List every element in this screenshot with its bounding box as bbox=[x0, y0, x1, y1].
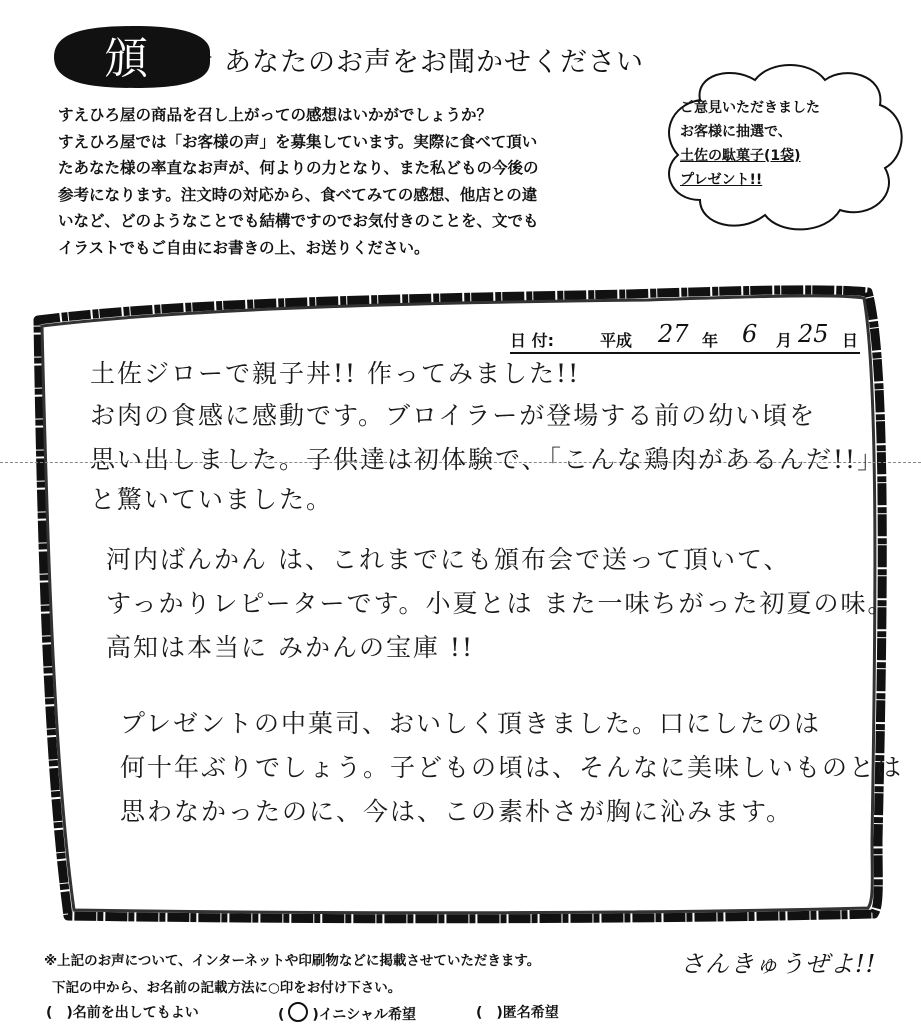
cloud-text bbox=[680, 96, 900, 192]
option-initial[interactable] bbox=[278, 1002, 416, 1024]
date-day-unit: 日 bbox=[842, 331, 859, 350]
date-label: 日 付: bbox=[510, 331, 554, 350]
comment-line: 思い出しました。子供達は初体験で、「こんな鶏肉があるんだ!!」 bbox=[90, 445, 885, 474]
comment-line: 高知は本当に みかんの宝庫 !! bbox=[106, 633, 474, 662]
logo-shape bbox=[46, 22, 214, 92]
footer-note: ※上記のお声について、インターネットや印刷物などに掲載させていただきます。 bbox=[44, 953, 541, 969]
logo-badge bbox=[46, 22, 214, 92]
selected-circle-mark bbox=[288, 1002, 308, 1022]
intro-line: すえひろ屋では「お客様の声」を募集しています。実際に食べて頂い bbox=[58, 132, 538, 151]
date-year: 27 bbox=[658, 320, 689, 348]
comment-line: すっかりレピーターです。小夏とは また一味ちがった初夏の味。 bbox=[106, 589, 895, 618]
date-month-unit: 月 bbox=[776, 331, 793, 350]
thanks-handwriting: さんきゅうぜよ!! bbox=[680, 950, 877, 978]
option-real-name[interactable]: ( )名前を出してもよい bbox=[46, 1005, 199, 1021]
page-title: あなたのお声をお聞かせください bbox=[224, 47, 644, 78]
logo-text: 頒 bbox=[104, 33, 148, 84]
intro-line: いなど、どのようなことでも結構ですのでお気付きのことを、文でも bbox=[58, 212, 539, 230]
date-month: 6 bbox=[742, 320, 758, 348]
comment-line: 河内ばんかん は、これまでにも頒布会で送って頂いて、 bbox=[106, 545, 791, 574]
comment-line: と驚いていました。 bbox=[90, 485, 334, 514]
intro-line: イラストでもご自由にお書きの上、お送りください。 bbox=[58, 238, 430, 257]
option-initial-paren: ( bbox=[278, 1007, 285, 1023]
cloud-line: プレゼント!! bbox=[680, 172, 763, 188]
date-year-unit: 年 bbox=[702, 331, 719, 350]
intro-line: すえひろ屋の商品を召し上がっての感想はいかがでしょうか？ bbox=[58, 106, 493, 124]
intro-line: 参考になります。注文時の対応から、食べてみての感想、他店との違 bbox=[58, 185, 538, 204]
intro-line: たあなた様の率直なお声が、何よりの力となり、また私どもの今後の bbox=[58, 159, 539, 177]
option-anonymous[interactable]: ( )匿名希望 bbox=[476, 1005, 559, 1021]
comment-line: 土佐ジローで親子丼!! 作ってみました!! bbox=[90, 359, 581, 388]
footer-notes bbox=[44, 948, 644, 1002]
date-row bbox=[510, 320, 870, 350]
comment-line: 何十年ぶりでしょう。子どもの頃は、そんなに美味しいものとは bbox=[120, 753, 904, 782]
comment-line: プレゼントの中菓司、おいしく頂きました。口にしたのは bbox=[120, 709, 822, 738]
comment-line: お肉の食感に感動です。ブロイラーが登場する前の幼い頃を bbox=[90, 401, 817, 430]
comment-line: 思わなかったのに、今は、この素朴さが胸に沁みます。 bbox=[120, 797, 794, 826]
intro-text bbox=[58, 102, 658, 261]
present-cloud bbox=[660, 60, 910, 240]
cloud-line: 土佐の駄菓子(1袋) bbox=[680, 148, 801, 164]
cloud-line: お客様に抽選で、 bbox=[680, 124, 792, 140]
date-day: 25 bbox=[798, 320, 829, 348]
option-initial-label: )イニシャル希望 bbox=[312, 1007, 416, 1023]
footer-note: 下記の中から、お名前の記載方法に○印をお付け下さい。 bbox=[52, 980, 402, 996]
cloud-line: ご意見いただきました bbox=[680, 100, 820, 116]
date-era: 平成 bbox=[600, 331, 633, 350]
name-options bbox=[46, 1000, 686, 1024]
